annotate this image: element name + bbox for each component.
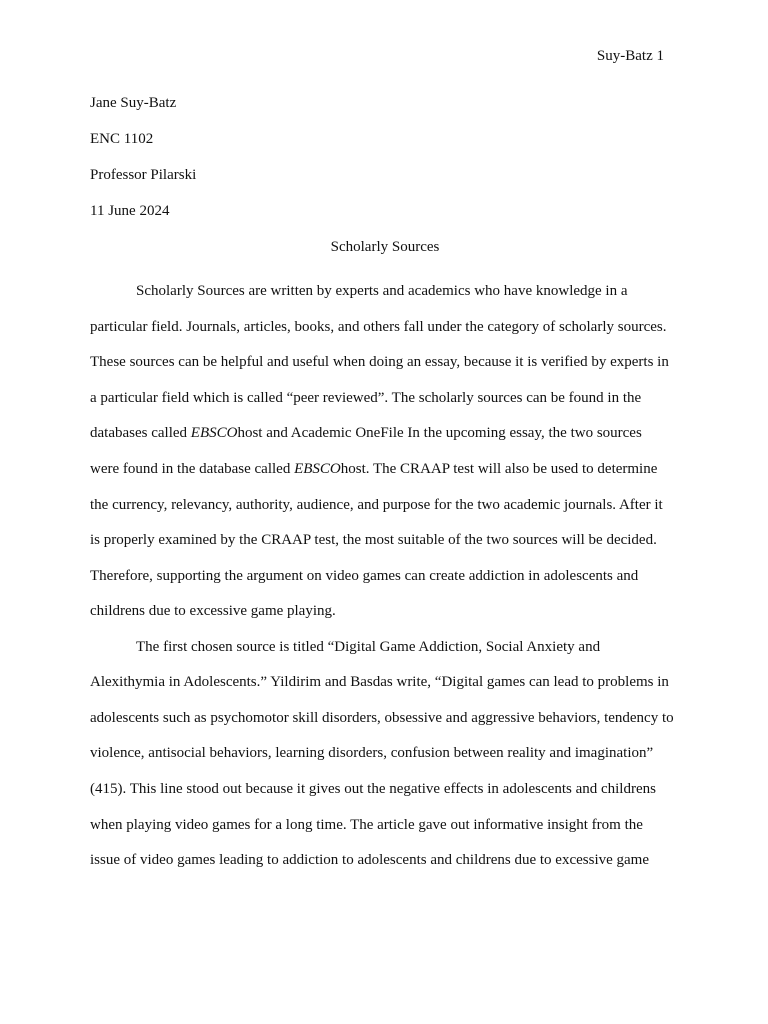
- line-text: host and Academic OneFile In the upcoming essay, the two sources: [237, 425, 642, 442]
- paragraph-line: violence, antisocial behaviors, learning disorders, confusion between reality and imagination”: [90, 745, 654, 762]
- line-text: were found in the database called: [90, 460, 295, 477]
- line-text: databases called: [90, 425, 191, 442]
- paragraph-line: Alexithymia in Adolescents.” Yildirim and Basdas write, “Digital games can lead to problems in: [90, 674, 669, 691]
- paragraph-line: when playing video games for a long time. The article gave out informative insight from the: [90, 816, 643, 833]
- paragraph-2: [90, 630, 680, 879]
- paragraph-1: [90, 274, 680, 630]
- paragraph-line: adolescents such as psychomotor skill disorders, obsessive and aggressive behaviors, tendency to: [90, 709, 674, 726]
- paragraph-line: (415). This line stood out because it gives out the negative effects in adolescents and childrens: [90, 780, 656, 797]
- paragraph-line: particular field. Journals, articles, books, and others fall under the category of scholarly sources.: [90, 318, 667, 335]
- document-body: [90, 94, 680, 879]
- author-name: Jane Suy-Batz: [90, 95, 177, 111]
- paragraph-line: the currency, relevancy, authority, audience, and purpose for the two academic journals. After it: [90, 496, 663, 513]
- course-number: ENC 1102: [90, 131, 154, 147]
- database-name-italic: EBSCO: [294, 460, 341, 477]
- paragraph-line: Scholarly Sources are written by experts and academics who have knowledge in a: [136, 283, 628, 299]
- essay-date: 11 June 2024: [90, 203, 170, 219]
- paragraph-line: a particular field which is called “peer reviewed”. The scholarly sources can be found in the: [90, 389, 642, 406]
- paragraph-line: is properly examined by the CRAAP test, the most suitable of the two sources will be decided.: [90, 532, 657, 549]
- paragraph-line: childrens due to excessive game playing.: [90, 603, 336, 620]
- line-text: host. The CRAAP test will also be used to determine: [340, 460, 658, 477]
- database-name-italic: EBSCO: [190, 425, 238, 442]
- paragraph-line: [90, 452, 680, 488]
- paragraph-line: These sources can be helpful and useful when doing an essay, because it is verified by experts in: [90, 354, 669, 371]
- running-head: Suy-Batz 1: [596, 48, 664, 64]
- paragraph-line: Therefore, supporting the argument on video games can create addiction in adolescents and: [90, 567, 639, 584]
- paragraph-line: [90, 416, 680, 452]
- essay-title: Scholarly Sources: [330, 239, 440, 255]
- paragraph-line: The first chosen source is titled “Digital Game Addiction, Social Anxiety and: [136, 638, 601, 655]
- paragraph-line: issue of video games leading to addiction to adolescents and childrens due to excessive game: [90, 852, 650, 869]
- professor-name: Professor Pilarski: [90, 167, 197, 183]
